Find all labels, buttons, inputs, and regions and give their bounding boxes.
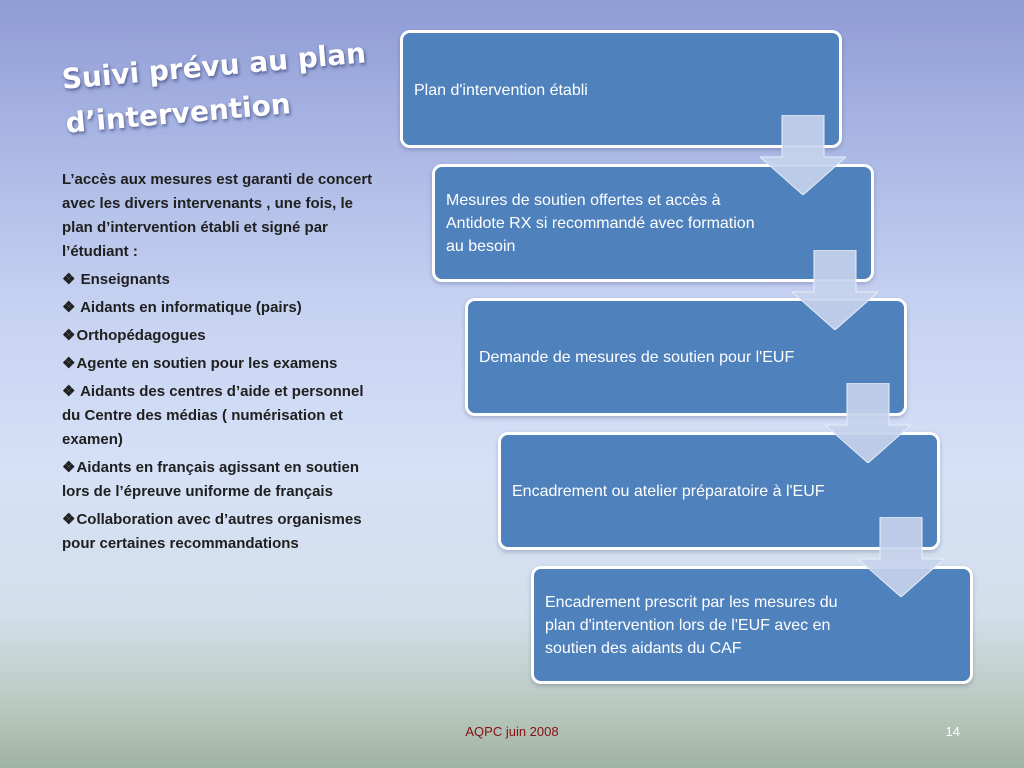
page-number: 14 — [945, 724, 960, 739]
process-step-text: Mesures de soutien offertes et accès à Antidote RX si recommandé avec formation au besoin — [446, 191, 755, 255]
bullet-text: Aidants en informatique (pairs) — [76, 299, 302, 316]
process-step-text: Demande de mesures de soutien pour l'EUF — [479, 348, 795, 366]
bullet-item — [62, 268, 382, 292]
bullet-text: Aidants en français agissant en soutien lors de l’épreuve uniforme de français — [62, 459, 360, 500]
bullet-item — [62, 324, 382, 348]
slide-title — [60, 29, 396, 145]
intro-text: L’accès aux mesures est garanti de concert avec les divers intervenants , une fois, le plan d’intervention établi et signé par l’étudiant : — [62, 171, 373, 260]
bullet-item — [62, 380, 382, 452]
bullet-list — [62, 268, 382, 556]
slide-title-line-2: d’intervention — [64, 87, 293, 140]
slide-title-line-1: Suivi prévu au plan — [60, 36, 368, 96]
diamond-bullet-icon: ❖ — [62, 327, 76, 344]
footer-text: AQPC juin 2008 — [465, 724, 559, 739]
bullet-text: Orthopédagogues — [76, 327, 206, 344]
bullet-text: Aidants des centres d’aide et personnel du Centre des médias ( numérisation et examen) — [62, 383, 364, 448]
bullet-item — [62, 508, 382, 556]
diamond-bullet-icon: ❖ — [62, 383, 76, 400]
process-step-text: Plan d'intervention établi — [414, 82, 588, 99]
left-text-block — [62, 168, 382, 560]
down-arrow-icon — [825, 383, 911, 463]
diamond-bullet-icon: ❖ — [62, 355, 76, 372]
diamond-bullet-icon: ❖ — [62, 299, 76, 316]
process-step-text: Encadrement prescrit par les mesures du plan d'intervention lors de l'EUF avec en soutien des aidants du CAF — [545, 593, 838, 657]
bullet-text: Enseignants — [76, 271, 170, 288]
down-arrow-icon — [760, 115, 846, 195]
bullet-text: Collaboration avec d’autres organismes pour certaines recommandations — [62, 511, 362, 552]
down-arrow-icon — [858, 517, 944, 597]
bullet-item — [62, 456, 382, 504]
diamond-bullet-icon: ❖ — [62, 459, 76, 476]
bullet-item — [62, 296, 382, 320]
down-arrow-icon — [792, 250, 878, 330]
bullet-item — [62, 352, 382, 376]
bullet-text: Agente en soutien pour les examens — [76, 355, 338, 372]
process-step-text: Encadrement ou atelier préparatoire à l'EUF — [512, 482, 825, 500]
diamond-bullet-icon: ❖ — [62, 511, 76, 528]
diamond-bullet-icon: ❖ — [62, 271, 76, 288]
